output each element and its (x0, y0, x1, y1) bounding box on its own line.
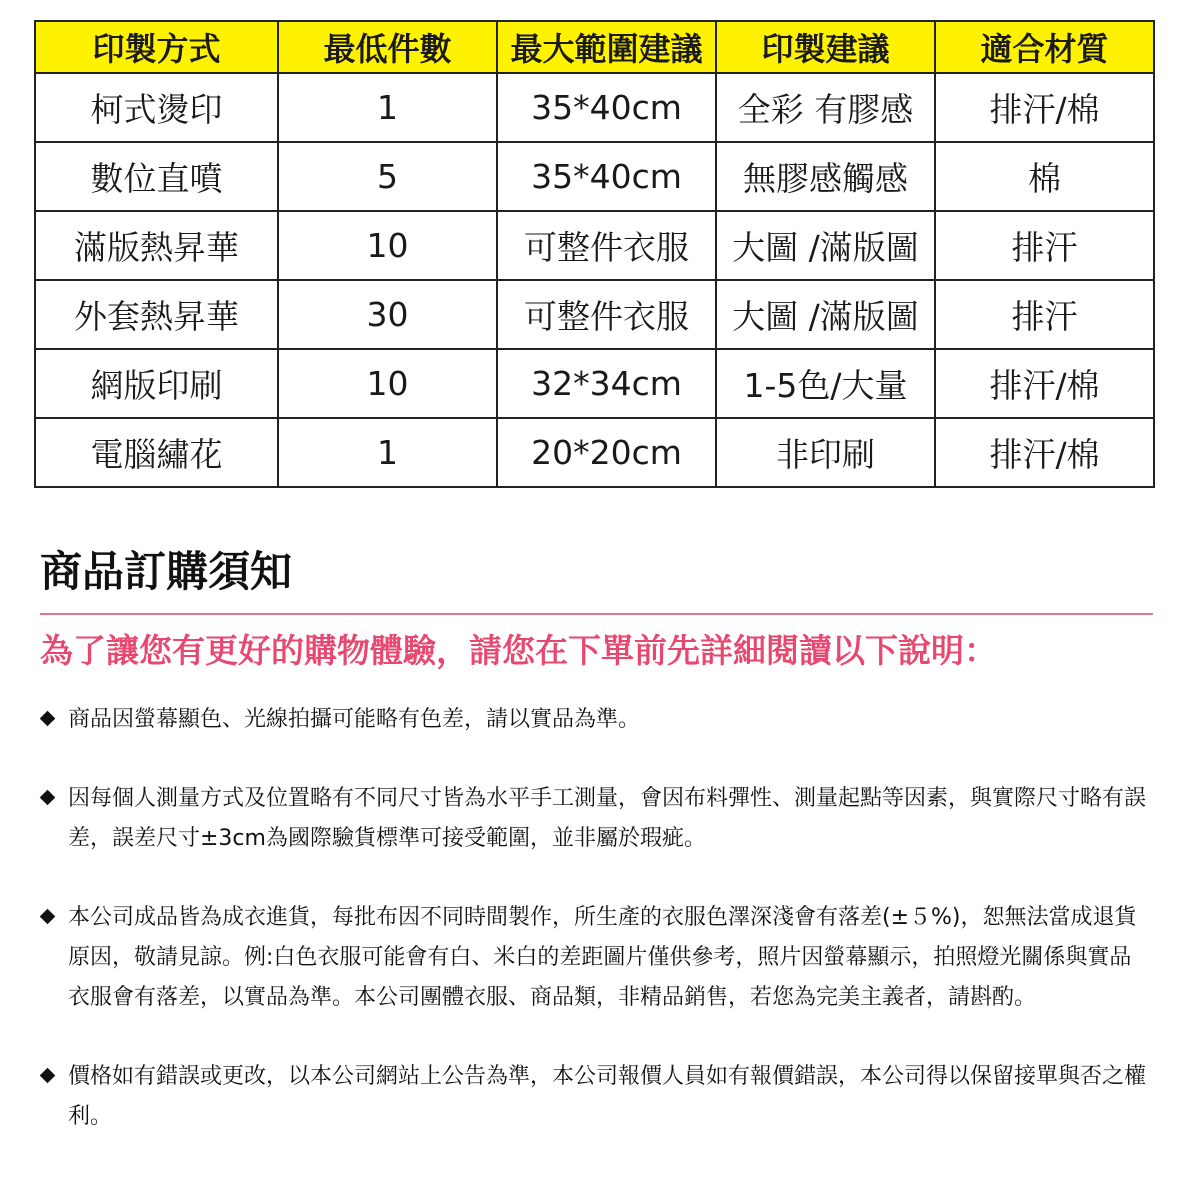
cell-max-range: 可整件衣服 (497, 280, 716, 349)
diamond-icon (40, 909, 56, 925)
table-row (35, 73, 1154, 142)
section-divider (40, 613, 1153, 615)
header-print-method: 印製方式 (35, 21, 278, 73)
cell-print-advice: 非印刷 (716, 418, 935, 487)
cell-min-quantity: 10 (278, 211, 497, 280)
cell-max-range: 35*40cm (497, 73, 716, 142)
notice-item-text: 本公司成品皆為成衣進貨，每批布因不同時間製作，所生產的衣服色澤深淺會有落差(±５%)，恕無法當成退貨原因，敬請見諒。例:白色衣服可能會有白、米白的差距圖片僅供參考，照片因螢幕顯示，拍照燈光關係與實品衣服會有落差，以實品為準。本公司團體衣服、商品類，非精品銷售，若您為完美主義者，請斟酌。 (68, 905, 1137, 1010)
cell-print-method: 數位直噴 (35, 142, 278, 211)
cell-print-advice: 1-5色/大量 (716, 349, 935, 418)
notice-item-text: 價格如有錯誤或更改，以本公司網站上公告為準，本公司報價人員如有報價錯誤，本公司得以保留接單與否之權利。 (68, 1064, 1147, 1129)
printing-spec-table (34, 20, 1155, 488)
table-row (35, 418, 1154, 487)
cell-max-range: 20*20cm (497, 418, 716, 487)
header-material: 適合材質 (935, 21, 1154, 73)
header-print-advice: 印製建議 (716, 21, 935, 73)
cell-min-quantity: 1 (278, 73, 497, 142)
cell-max-range: 32*34cm (497, 349, 716, 418)
table-row (35, 211, 1154, 280)
table-header-row (35, 21, 1154, 73)
list-item (40, 1057, 1153, 1137)
cell-print-method: 柯式燙印 (35, 73, 278, 142)
cell-min-quantity: 10 (278, 349, 497, 418)
cell-print-advice: 全彩 有膠感 (716, 73, 935, 142)
cell-material: 排汗 (935, 211, 1154, 280)
cell-print-method: 滿版熱昇華 (35, 211, 278, 280)
table-row (35, 280, 1154, 349)
cell-min-quantity: 5 (278, 142, 497, 211)
list-item (40, 898, 1153, 1018)
table-row (35, 349, 1154, 418)
cell-print-method: 網版印刷 (35, 349, 278, 418)
diamond-icon (40, 1068, 56, 1084)
diamond-icon (40, 790, 56, 806)
cell-material: 排汗/棉 (935, 73, 1154, 142)
header-min-quantity: 最低件數 (278, 21, 497, 73)
cell-print-method: 電腦繡花 (35, 418, 278, 487)
cell-material: 排汗 (935, 280, 1154, 349)
cell-material: 排汗/棉 (935, 349, 1154, 418)
cell-material: 排汗/棉 (935, 418, 1154, 487)
cell-max-range: 可整件衣服 (497, 211, 716, 280)
notice-subtitle: 為了讓您有更好的購物體驗，請您在下單前先詳細閱讀以下說明： (40, 631, 997, 670)
notice-title: 商品訂購須知 (40, 547, 293, 596)
list-item (40, 700, 1153, 740)
notice-item-text: 因每個人測量方式及位置略有不同尺寸皆為水平手工測量，會因布料彈性、測量起點等因素，與實際尺寸略有誤差，誤差尺寸±3cm為國際驗貨標準可接受範圍，並非屬於瑕疵。 (68, 786, 1147, 851)
cell-max-range: 35*40cm (497, 142, 716, 211)
cell-min-quantity: 1 (278, 418, 497, 487)
cell-print-advice: 大圖 /滿版圖 (716, 280, 935, 349)
diamond-icon (40, 711, 56, 727)
list-item (40, 779, 1153, 859)
notice-list (40, 700, 1153, 1137)
notice-item-text: 商品因螢幕顯色、光線拍攝可能略有色差，請以實品為準。 (68, 707, 641, 732)
cell-print-method: 外套熱昇華 (35, 280, 278, 349)
cell-material: 棉 (935, 142, 1154, 211)
cell-min-quantity: 30 (278, 280, 497, 349)
header-max-range: 最大範圍建議 (497, 21, 716, 73)
table-row (35, 142, 1154, 211)
cell-print-advice: 大圖 /滿版圖 (716, 211, 935, 280)
cell-print-advice: 無膠感觸感 (716, 142, 935, 211)
